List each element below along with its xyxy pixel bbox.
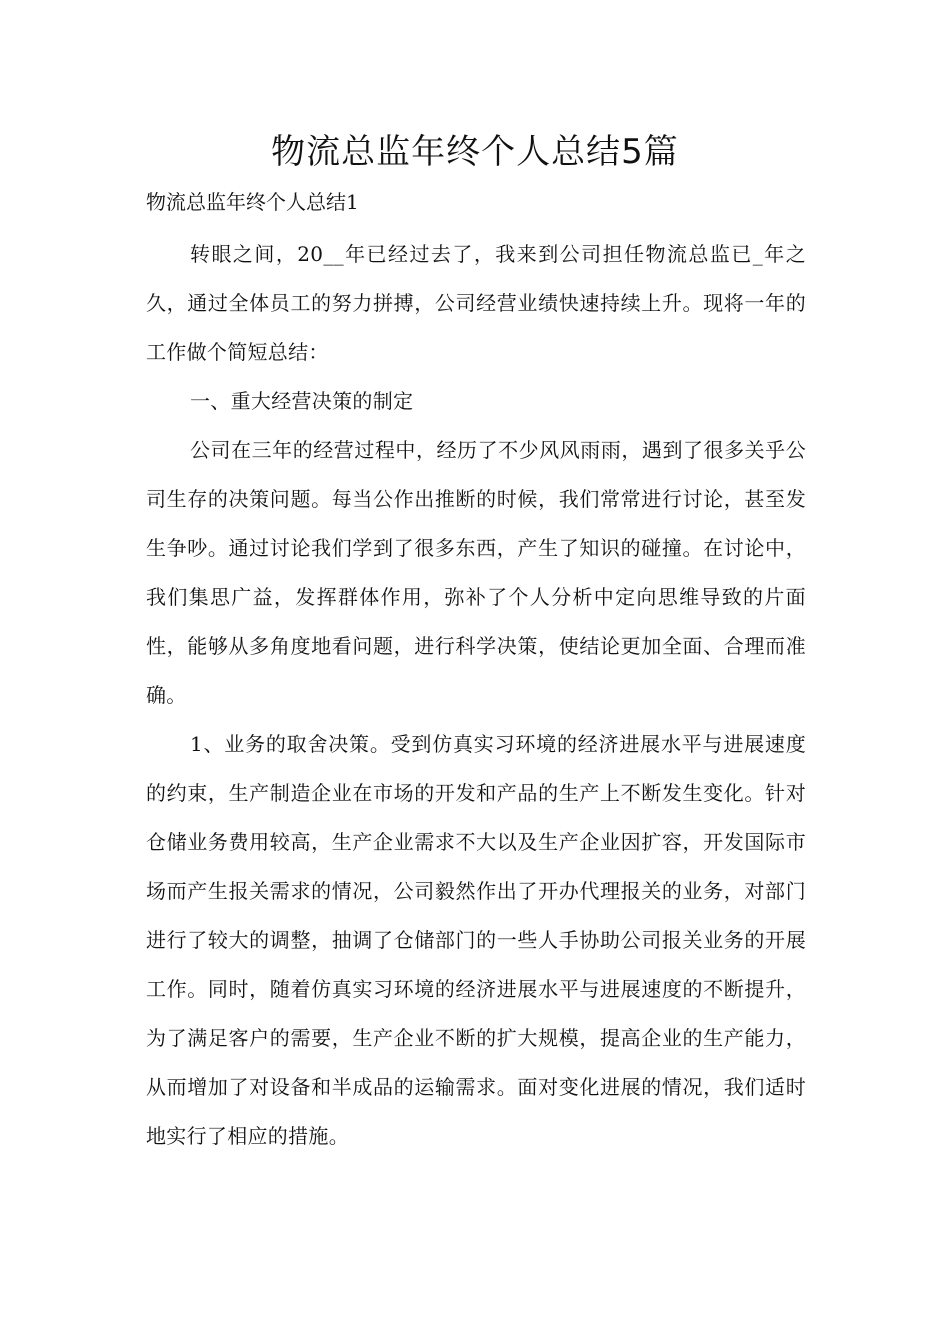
section-heading: 一、重大经营决策的制定: [190, 389, 414, 413]
document-title: 物流总监年终个人总结5篇: [271, 132, 679, 172]
paragraph-intro: 转眼之间，20__年已经过去了，我来到公司担任物流总监已_年之久，通过全体员工的努力拼搏，公司经营业绩快速持续上升。现将一年的工作做个简短总结：: [146, 242, 806, 364]
document-body: [146, 180, 806, 1161]
section-title: 物流总监年终个人总结1: [146, 190, 359, 214]
paragraph-decisions: 公司在三年的经营过程中，经历了不少风风雨雨，遇到了很多关乎公司生存的决策问题。每当公作出推断的时候，我们常常进行讨论，甚至发生争吵。通过讨论我们学到了很多东西，产生了知识的碰撞。在讨论中，我们集思广益，发挥群体作用，弥补了个人分析中定向思维导致的片面性，能够从多角度地看问题，进行科学决策，使结论更加全面、合理而准确。: [146, 438, 806, 707]
paragraph-business-choice: 1、业务的取舍决策。受到仿真实习环境的经济进展水平与进展速度的约束，生产制造企业在市场的开发和产品的生产上不断发生变化。针对仓储业务费用较高，生产企业需求不大以及生产企业因扩容，开发国际市场而产生报关需求的情况，公司毅然作出了开办代理报关的业务，对部门进行了较大的调整，抽调了仓储部门的一些人手协助公司报关业务的开展工作。同时，随着仿真实习环境的经济进展水平与进展速度的不断提升，为了满足客户的需要，生产企业不断的扩大规模，提高企业的生产能力，从而增加了对设备和半成品的运输需求。面对变化进展的情况，我们适时地实行了相应的措施。: [146, 732, 806, 1148]
